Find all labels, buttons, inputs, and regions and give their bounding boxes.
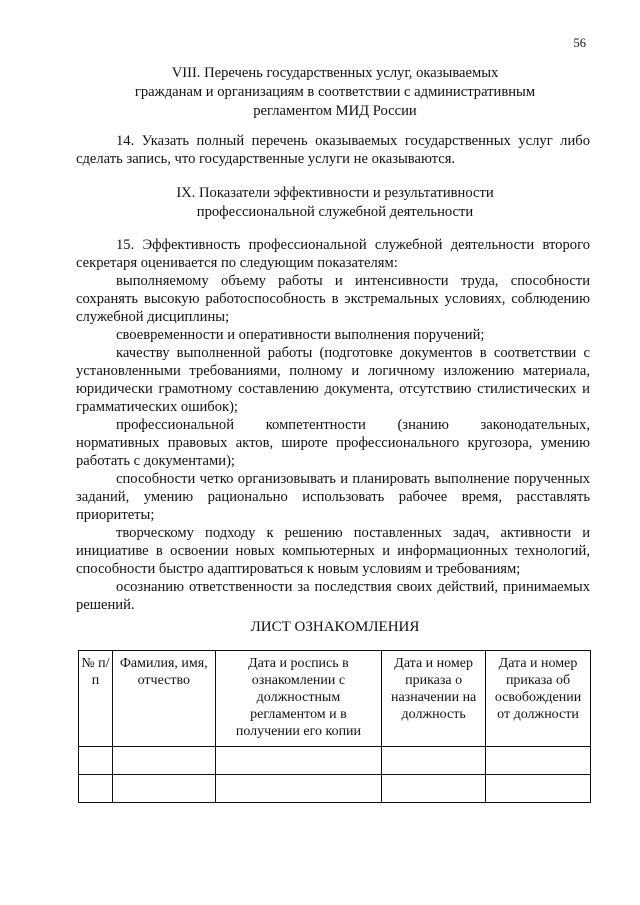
section-9-title [70,184,600,222]
item-15-intro: 15. Эффективность профессиональной служебной деятельности второго секретаря оценивается по следующим показателям: [76,237,590,271]
ack-table-header-row [79,651,591,747]
section-8-title-line-2: гражданам и организациям в соответствии с административным [134,84,536,100]
table-row [79,775,591,803]
table-cell [79,775,113,803]
item-15 [76,236,590,614]
table-cell [112,747,215,775]
section-9-title-line-2: профессиональной служебной деятельности [196,204,474,220]
col-number: № п/п [79,651,113,747]
criterion-competence: профессиональной компетентности (знанию законодательных, нормативных правовых актов, широте профессионального кругозора, умению работать с документами); [76,417,590,469]
criterion-responsibility: осознанию ответственности за последствия своих действий, принимаемых решений. [76,579,590,613]
ack-table [78,650,591,803]
section-8-title [70,64,600,121]
table-row [79,747,591,775]
criterion-quality: качеству выполненной работы (подготовке документов в соответствии с установленными требованиями, полному и логичному изложению материала, юридически грамотному составлению документа, отсутствию стилистических и грамматических ошибок); [76,345,590,415]
item-14: 14. Указать полный перечень оказываемых государственных услуг либо сделать запись, что государственные услуги не оказываются. [76,133,590,167]
section-8-title-line-1: VIII. Перечень государственных услуг, оказываемых [171,65,499,81]
table-cell [112,775,215,803]
col-dismissal-order: Дата и номер приказа об освобождении от должности [486,651,591,747]
criterion-workload: выполняемому объему работы и интенсивности труда, способности сохранять высокую работоспособность в экстремальных условиях, соблюдению служебной дисциплины; [76,273,590,325]
col-appointment-order: Дата и номер приказа о назначении на должность [382,651,486,747]
ack-sheet-title: ЛИСТ ОЗНАКОМЛЕНИЯ [250,619,420,635]
table-cell [215,775,382,803]
section-8-title-line-3: регламентом МИД России [253,103,417,119]
col-full-name: Фамилия, имя, отчество [112,651,215,747]
table-cell [486,747,591,775]
table-cell [486,775,591,803]
table-cell [382,775,486,803]
page-number: 56 [573,36,586,50]
criterion-organization: способности четко организовывать и планировать выполнение порученных заданий, умению рационально использовать рабочее время, расставлять приоритеты; [76,471,590,523]
col-acknowledgement: Дата и роспись в ознакомлении с должностным регламентом и в получении его копии [215,651,382,747]
section-9-title-line-1: IX. Показатели эффективности и результативности [176,185,494,201]
criterion-timeliness: своевременности и оперативности выполнения поручений; [116,327,485,343]
criterion-creativity: творческому подходу к решению поставленных задач, активности и инициативе в освоении новых компьютерных и информационных технологий, способности быстро адаптироваться к новым условиям и требованиям; [76,525,590,577]
table-cell [215,747,382,775]
table-cell [382,747,486,775]
table-cell [79,747,113,775]
